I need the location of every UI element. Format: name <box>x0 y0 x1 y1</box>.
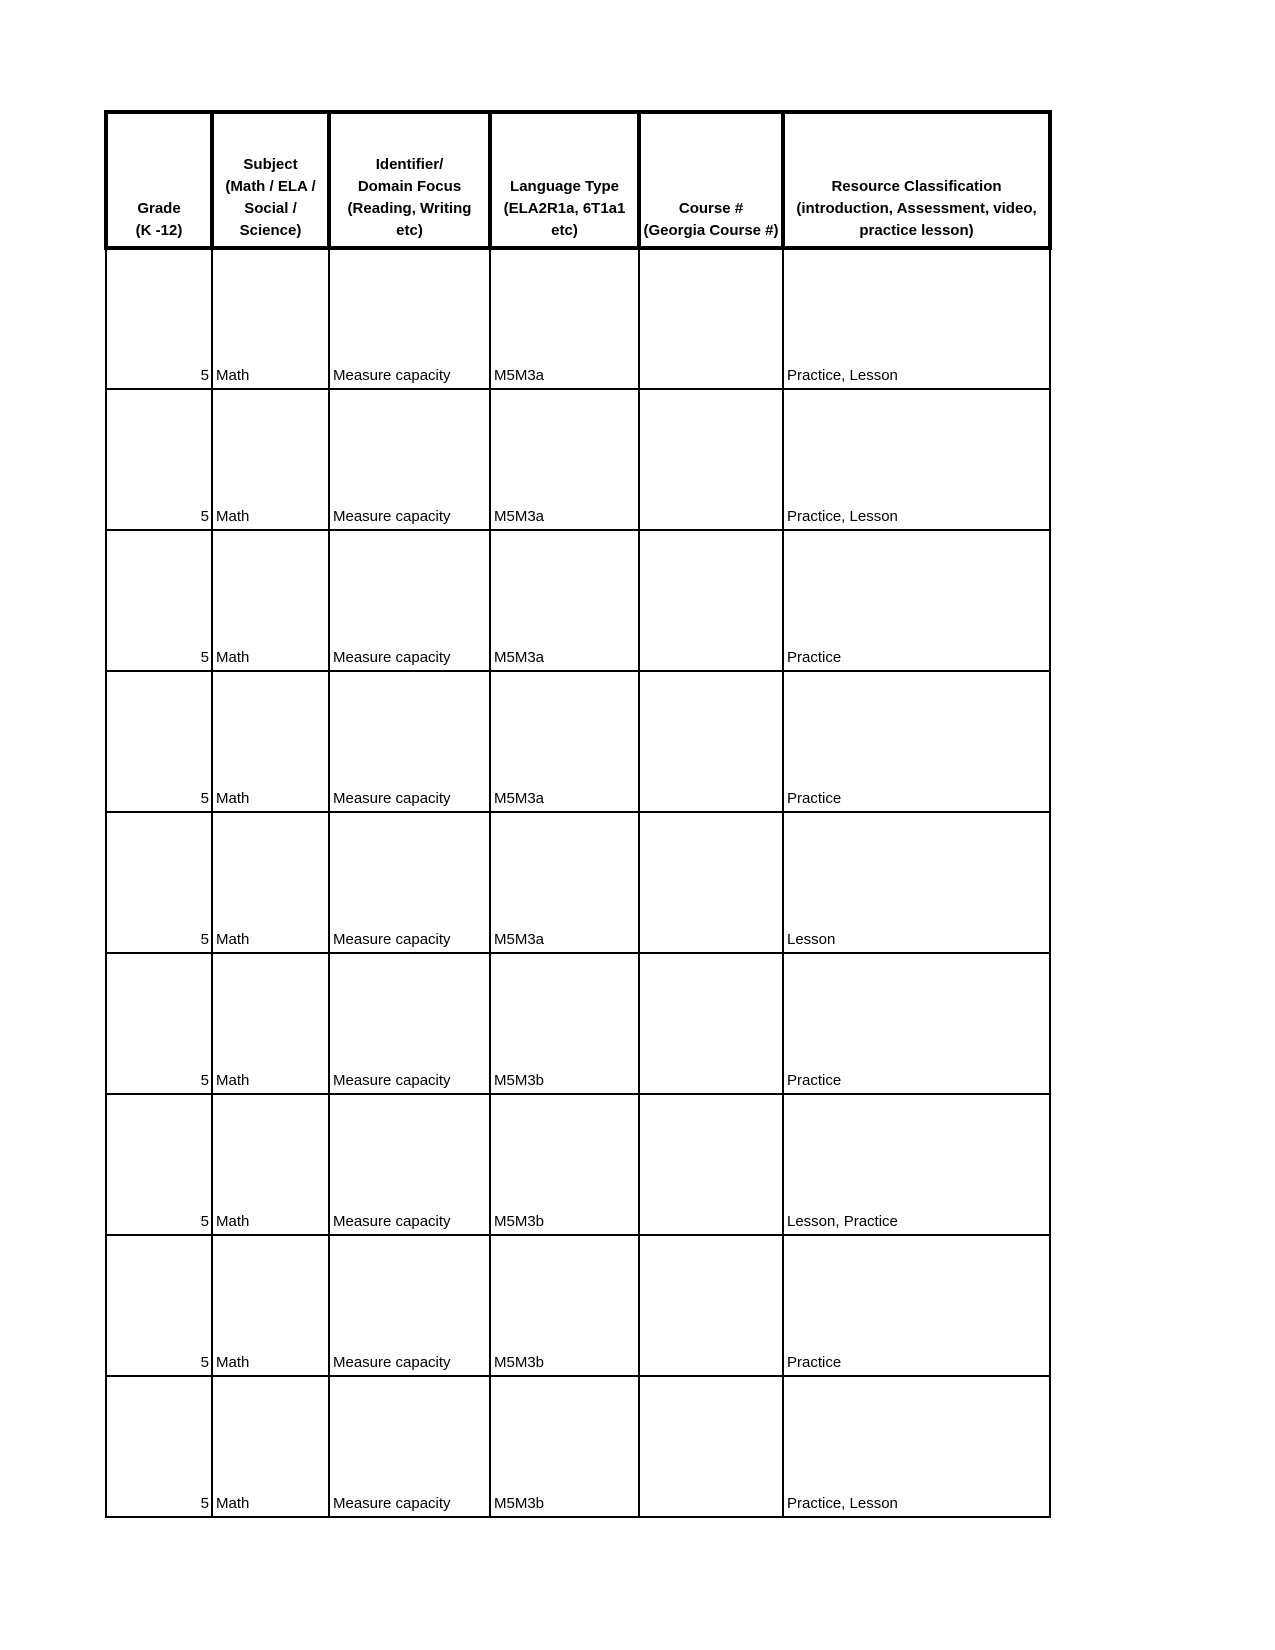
cell-identifier: Measure capacity <box>329 953 490 1094</box>
cell-language-type: M5M3b <box>490 1094 639 1235</box>
cell-resource-classification: Practice, Lesson <box>783 248 1050 389</box>
cell-identifier: Measure capacity <box>329 671 490 812</box>
cell-resource-classification: Lesson <box>783 812 1050 953</box>
cell-subject: Math <box>212 1235 329 1376</box>
cell-grade: 5 <box>106 1235 212 1376</box>
cell-subject: Math <box>212 248 329 389</box>
cell-resource-classification: Practice <box>783 671 1050 812</box>
header-identifier: Identifier/ Domain Focus (Reading, Writing etc) <box>329 112 490 248</box>
cell-language-type: M5M3a <box>490 671 639 812</box>
cell-course-number <box>639 1235 783 1376</box>
header-language-type: Language Type (ELA2R1a, 6T1a1 etc) <box>490 112 639 248</box>
cell-identifier: Measure capacity <box>329 1376 490 1517</box>
table-row <box>106 1094 1050 1235</box>
cell-course-number <box>639 530 783 671</box>
cell-identifier: Measure capacity <box>329 812 490 953</box>
table-row <box>106 953 1050 1094</box>
cell-course-number <box>639 1376 783 1517</box>
resource-sheet <box>104 110 1048 1527</box>
resource-table <box>104 110 1052 1518</box>
table-row <box>106 530 1050 671</box>
cell-subject: Math <box>212 812 329 953</box>
header-course-number: Course # (Georgia Course #) <box>639 112 783 248</box>
header-row <box>106 112 1050 248</box>
cell-subject: Math <box>212 530 329 671</box>
cell-grade: 5 <box>106 1376 212 1517</box>
cell-language-type: M5M3a <box>490 389 639 530</box>
header-subject: Subject (Math / ELA / Social / Science) <box>212 112 329 248</box>
cell-resource-classification: Practice, Lesson <box>783 1376 1050 1517</box>
cell-resource-classification: Lesson, Practice <box>783 1094 1050 1235</box>
cell-resource-classification: Practice <box>783 1235 1050 1376</box>
cell-language-type: M5M3b <box>490 953 639 1094</box>
table-row <box>106 1376 1050 1517</box>
cell-grade: 5 <box>106 953 212 1094</box>
cell-identifier: Measure capacity <box>329 389 490 530</box>
cell-identifier: Measure capacity <box>329 248 490 389</box>
cell-identifier: Measure capacity <box>329 1235 490 1376</box>
cell-subject: Math <box>212 953 329 1094</box>
cell-grade: 5 <box>106 389 212 530</box>
cell-language-type: M5M3a <box>490 812 639 953</box>
cell-identifier: Measure capacity <box>329 1094 490 1235</box>
cell-language-type: M5M3a <box>490 530 639 671</box>
cell-grade: 5 <box>106 812 212 953</box>
cell-resource-classification: Practice, Lesson <box>783 389 1050 530</box>
header-grade: Grade (K -12) <box>106 112 212 248</box>
cell-grade: 5 <box>106 1094 212 1235</box>
cell-language-type: M5M3b <box>490 1235 639 1376</box>
cell-course-number <box>639 389 783 530</box>
table-row <box>106 812 1050 953</box>
cell-course-number <box>639 671 783 812</box>
cell-grade: 5 <box>106 248 212 389</box>
cell-subject: Math <box>212 1094 329 1235</box>
cell-course-number <box>639 1094 783 1235</box>
cell-subject: Math <box>212 389 329 530</box>
cell-identifier: Measure capacity <box>329 530 490 671</box>
cell-resource-classification: Practice <box>783 953 1050 1094</box>
cell-course-number <box>639 248 783 389</box>
cell-grade: 5 <box>106 671 212 812</box>
cell-language-type: M5M3b <box>490 1376 639 1517</box>
cell-course-number <box>639 812 783 953</box>
cell-language-type: M5M3a <box>490 248 639 389</box>
cell-grade: 5 <box>106 530 212 671</box>
cell-subject: Math <box>212 671 329 812</box>
table-row <box>106 1235 1050 1376</box>
table-row <box>106 248 1050 389</box>
cell-resource-classification: Practice <box>783 530 1050 671</box>
header-resource-classification: Resource Classification (introduction, Assessment, video, practice lesson) <box>783 112 1050 248</box>
cell-course-number <box>639 953 783 1094</box>
table-row <box>106 389 1050 530</box>
table-row <box>106 671 1050 812</box>
cell-subject: Math <box>212 1376 329 1517</box>
